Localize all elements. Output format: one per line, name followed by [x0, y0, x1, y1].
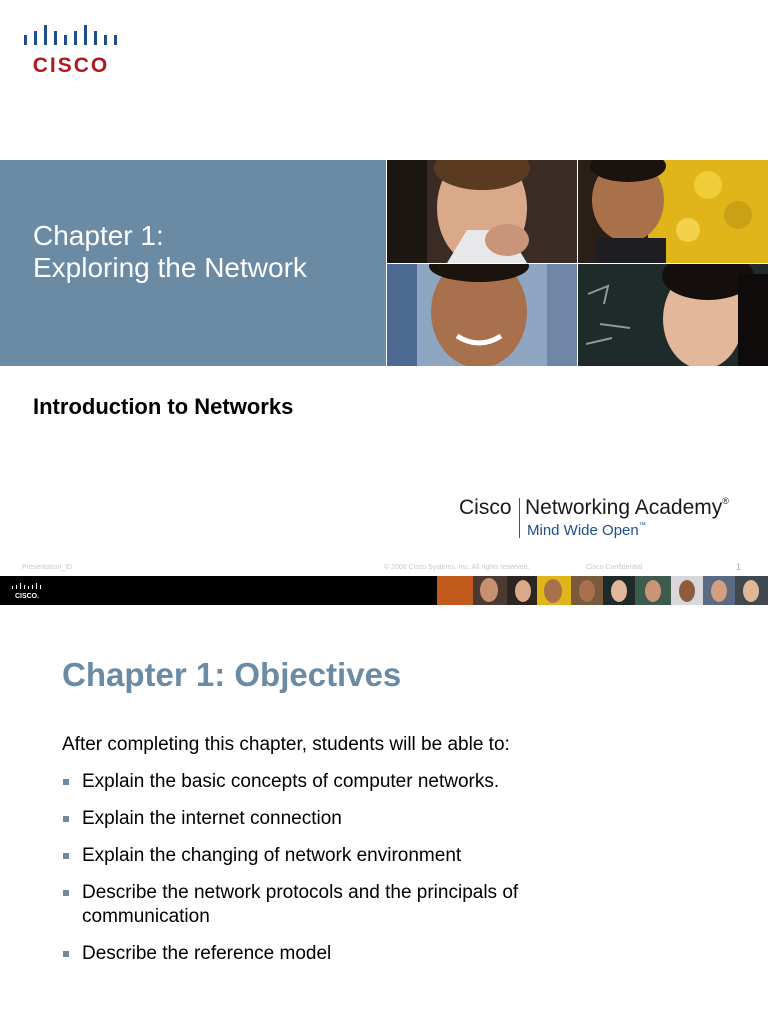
brand-wordmark: CISCO — [32, 54, 110, 77]
list-item — [62, 807, 622, 831]
academy-name-text: Networking Academy — [525, 496, 723, 519]
photo-student-3 — [387, 264, 577, 366]
objective-text: Explain the internet connection — [82, 808, 342, 829]
chapter-title — [33, 220, 307, 284]
objectives-list — [62, 770, 622, 979]
square-bullet-icon — [63, 853, 69, 859]
square-bullet-icon — [63, 816, 69, 822]
square-bullet-icon — [63, 890, 69, 896]
academy-cisco-text: Cisco — [459, 496, 512, 519]
academy-name — [525, 496, 729, 520]
footer-confidential: Cisco Confidential — [586, 564, 643, 571]
chapter-title-line1: Chapter 1: — [33, 220, 164, 251]
mini-cisco-bridge-icon — [11, 583, 45, 601]
objective-text: Describe the network protocols and the principals of communication — [82, 882, 519, 927]
chapter-title-line2: Exploring the Network — [33, 252, 307, 283]
academy-tagline-text: Mind Wide Open — [527, 522, 639, 539]
footer-presentation-id: Presentation_ID — [22, 564, 73, 571]
student-photo-collage — [387, 160, 768, 366]
tagline-trademark: ™ — [638, 522, 646, 529]
cisco-bridge-icon — [22, 22, 122, 78]
list-item — [62, 881, 622, 929]
objectives-intro: After completing this chapter, students will be able to: — [62, 734, 510, 755]
footer-copyright: © 2008 Cisco Systems, Inc. All rights reserved. — [384, 564, 530, 571]
list-item — [62, 844, 622, 868]
list-item — [62, 942, 622, 966]
cisco-logo — [22, 22, 122, 78]
mini-cisco-logo — [11, 583, 45, 601]
registered-mark: ® — [722, 496, 729, 506]
photo-student-2 — [578, 160, 768, 263]
mini-brand-wordmark: CISCO. — [14, 593, 40, 600]
objective-text: Describe the reference model — [82, 943, 332, 964]
objective-text: Explain the basic concepts of computer networks. — [82, 771, 500, 792]
objectives-slide — [0, 576, 768, 1024]
slide-title: Chapter 1: Objectives — [62, 656, 402, 693]
square-bullet-icon — [63, 779, 69, 785]
footer-page-number: 1 — [736, 562, 742, 572]
academy-divider — [519, 498, 520, 538]
photo-student-1 — [387, 160, 577, 263]
course-subtitle: Introduction to Networks — [33, 394, 294, 419]
networking-academy-logo — [459, 494, 749, 544]
list-item — [62, 770, 622, 794]
header-photo-strip — [437, 576, 768, 605]
square-bullet-icon — [63, 951, 69, 957]
academy-tagline — [527, 522, 646, 539]
photo-student-4 — [578, 264, 768, 366]
objective-text: Explain the changing of network environment — [82, 845, 462, 866]
